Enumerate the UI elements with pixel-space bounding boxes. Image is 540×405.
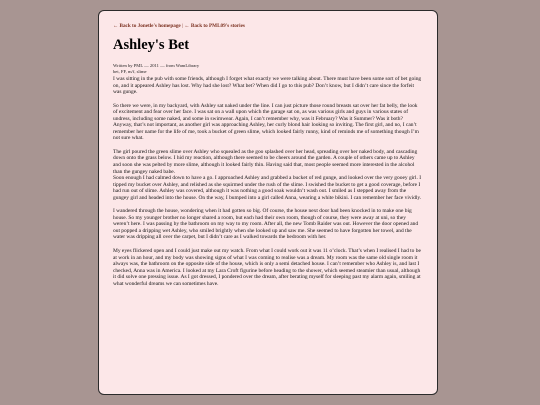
page-title: Ashley's Bet [113, 37, 190, 53]
back-to-homepage-link[interactable]: ← Back to Jonetle's homepage [113, 23, 181, 29]
story-paragraph: My eyes flickered open and I could just make out my watch. From what I could work out it was 11 o’clock. That’s when I realised I had to be at work in an hour, and my body was showing signs of what I was coming to realise was a dream. My room was the same old single room it always was, the bathroom on the opposite side of the house, which is only a semi detached house. I can’t remember who Ashley is, and last I checked, Anna was in America. I looked at my Lara Croft figurine before heading to the shower, which seemed steamier than usual, although it did solve one pressing issue. As I got dressed, I pondered over the dream, after berating myself for sleeping past my alarm again, smiling at what wonderful dreams we can sometimes have. [113, 248, 421, 287]
story-meta: Written by PML — 2011 — from WamLibrary [113, 63, 200, 68]
story-paragraph: I wandered through the house, wondering when it had gotten so big. Of course, the house next door had been knocked in to make one big house. So my younger brother no longer shared a room, but each had their own room, though of course, they were away at uni, so they weren’t here. I was passing by the bathroom on my way to my room. After all, the new Tomb Raider was out. However the door opened and out popped a dripping wet Ashley, who smiled brightly when she looked up and saw me. She seemed to have forgotten her towel, and the water was dripping all over the carpet, but I didn’t care as I walked towards the bedroom with her. [113, 208, 419, 241]
breadcrumb-separator: | [180, 23, 185, 29]
back-to-stories-link[interactable]: ← Back to PML09's stories [184, 23, 245, 29]
story-tags: bet, FF, m/f, slime [113, 69, 147, 74]
story-paragraph: The girl poured the green slime over Ashley who squealed as the goo splashed over her head, spreading over her naked body, and cascading down onto the grass below. I hid my reaction, although there seemed to be cheers around the garden. A couple of others came up to Ashley and soon she was pelted by more slime, although it looked fairly thin. Having said that, most people seemed more interested in the alcohol than the gungey naked babe. Soon enough I had calmed down to have a go. I approached Ashley and grabbed a bucket of red gunge, and looked over the very gooey girl. I tipped my bucket over Ashley, and relished as she squirmed under the rush of the slime. I swished the bucket to get a good coverage, before I had run out of slime. Ashley was covered, although it was nothing a good soak wouldn’t wash out. I smiled as I stepped away from the gungey girl and headed into the house. On the way, I bumped into a girl called Anna, wearing a white bikini. I can remember her face vividly. [113, 148, 422, 201]
story-paragraph: I was sitting in the pub with some friends, although I forget what exactly we were talking about. There must have been some sort of bet going on, and it appeared Ashley has lost. Why had she lost? What bet? When did I go to this pub? Don’t know, but I didn’t care since the forfeit was gunge. [113, 76, 422, 96]
breadcrumb [113, 23, 425, 29]
story-page [98, 10, 438, 395]
story-paragraph: So there we were, in my backyard, with Ashley sat naked under the line. I can just picture those round breasts sat over her fat belly, the look of excitement and fear over her face. I was sat on a wall upon which the garage sat on, as was various girls and guys in various states of undress, including some naked, and some in swimwear. Again, I can’t remember why, was it February? Was it Summer? Was it both? Anyway, that’s not important, as another girl was approaching Ashley, her curly blond hair looking so inviting. The first girl, and no, I can’t remember her name for the life of me, took a bucket of green slime, which looked fairly runny, kind of reminds me of something though I’m not sure what. [113, 102, 419, 142]
story-body [111, 76, 425, 287]
